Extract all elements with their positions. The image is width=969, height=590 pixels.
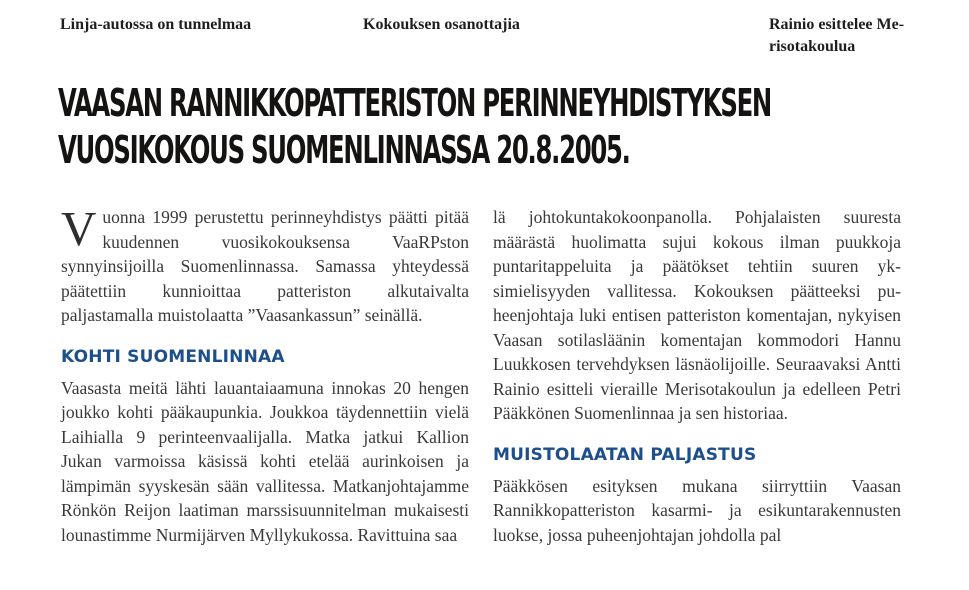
photo-caption-bus: Linja-autossa on tunnelmaa bbox=[60, 16, 252, 33]
photo-caption-rainio bbox=[769, 14, 959, 58]
drop-cap: V bbox=[61, 201, 97, 256]
article-column-left bbox=[61, 201, 469, 547]
section-heading-kohti-suomenlinnaa: KOHTI SUOMENLINNAA bbox=[61, 346, 285, 367]
article-headline-line1: VAASAN RANNIKKOPATTERISTON PERINNEYHDISTYKSEN bbox=[58, 81, 771, 125]
section-heading-muistolaatan-paljastus: MUISTOLAATAN PALJASTUS bbox=[493, 444, 757, 465]
meeting-paragraph: lä johtokuntakokoonpanolla. Pohjalaisten suuresta määrästä huolimatta sujui kokous ilman puukkoja puntaritappeluita ja päätökset tehtiin suuren yksimielisyyden vallitessa. Kokouksen päätteeksi puheenjohtaja luki entisen patteriston komentajan, nykyisen Vaasan sotilasläänin komentajan kommodori Hannu Luukkosen tervehdyksen läsnäolijoille. Seuraavaksi Antti Rainio esitteli vieraille Merisotakoulun ja edelleen Petri Pääkkönen Suomenlinnaa ja sen historiaa. bbox=[493, 207, 901, 423]
photo-caption-participants: Kokouksen osanottajia bbox=[363, 16, 520, 33]
plaque-paragraph: Pääkkösen esityksen mukana siirryttiin Vaasan Rannikkopatteriston kasarmi- ja esikuntarakennusten luokse, jossa puheenjohtajan johdolla pal bbox=[493, 475, 901, 545]
photo-caption-rainio-line1: Rainio esittelee Me- bbox=[769, 16, 905, 33]
article-headline-line2: VUOSIKOKOUS SUOMENLINNASSA 20.8.2005. bbox=[58, 128, 630, 172]
photo-caption-rainio-line2: risotakoulua bbox=[769, 38, 856, 55]
article-headline bbox=[58, 80, 771, 174]
intro-paragraph-text: uonna 1999 perustettu perinneyhdistys päätti pitää kuudennen vuosikokouksensa VaaRPston synnyinsijoilla Suomenlinnassa. Samassa yhteydessä päätettiin kunnioittaa patteriston alkutaivalta paljastamalla muistolaatta ”Vaasankassun” seinällä. bbox=[61, 207, 469, 325]
intro-paragraph bbox=[61, 201, 469, 328]
article-column-right bbox=[493, 205, 901, 547]
travel-paragraph: Vaasasta meitä lähti lauantaiaamuna innokas 20 hengen joukko kohti pääkaupunkia. Joukkoa täydennettiin vielä Laihialla 9 perinteenvaalijalla. Matka jatkui Kallion Jukan varmoissa käsissä kohti etelää aurinkoisen ja lämpimän syyskesän sään vallitessa. Matkanjohtajamme Rönkön Reijon laatiman marssisuunnitelman mukaisesti lounastimme Nurmijärven Myllykukossa. Ravittuina saa bbox=[61, 377, 469, 545]
